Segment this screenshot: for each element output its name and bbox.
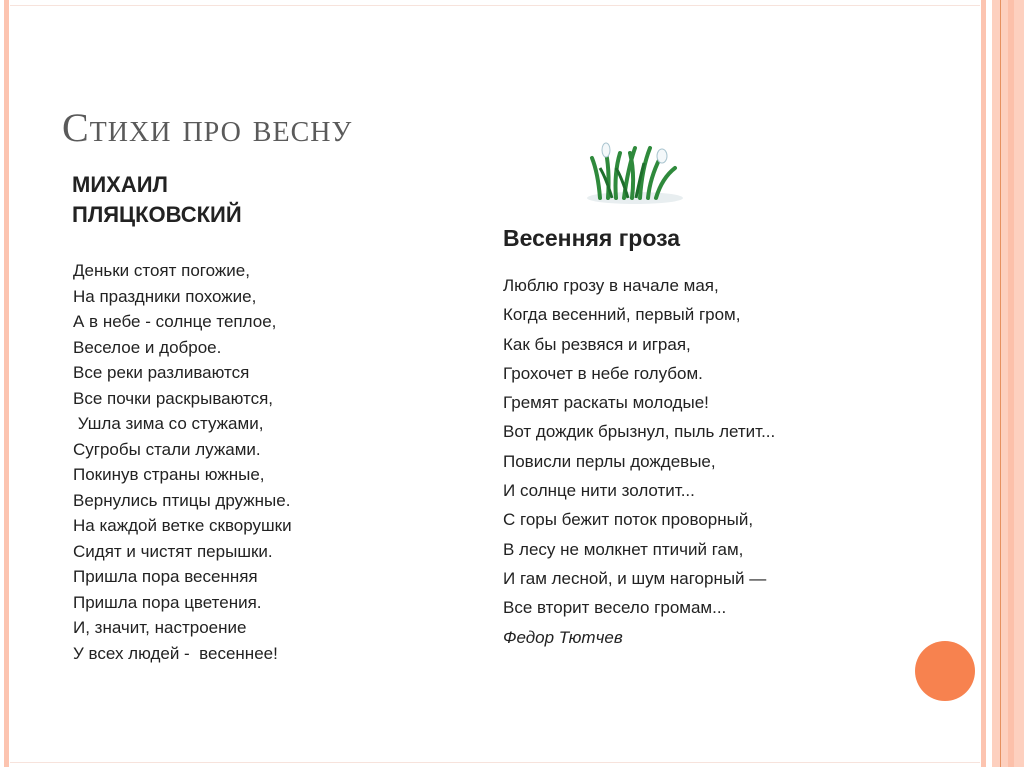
poem-line: Повисли перлы дождевые, <box>503 451 716 471</box>
poem-line: В лесу не молкнет птичий гам, <box>503 539 744 559</box>
poem-line: И солнце нити золотит... <box>503 481 695 501</box>
poem-line: Пришла пора весенняя <box>73 567 258 586</box>
slide-title: Стихи про весну <box>62 105 353 150</box>
poem-line: А в небе - солнце теплое, <box>73 312 277 331</box>
decorative-circle <box>915 641 975 701</box>
poem-line: Веселое и доброе. <box>73 337 222 357</box>
poem-line: На праздники похожие, <box>73 286 257 306</box>
poem-line: Когда весенний, первый гром, <box>503 305 741 325</box>
poem-line: Ушла зима со стужами, <box>73 414 264 433</box>
left-poem <box>73 258 292 666</box>
poem-signature: Федор Тютчев <box>503 627 623 647</box>
right-border-line <box>1000 0 1001 767</box>
poem-line: Грохочет в небе голубом. <box>503 363 703 383</box>
poem-line: Люблю грозу в начале мая, <box>503 276 719 295</box>
poem-line: Пришла пора цветения. <box>73 592 262 612</box>
right-poem-title: Весенняя гроза <box>503 225 680 251</box>
poem-line: У всех людей - весеннее! <box>73 643 278 663</box>
frame-bottom-line <box>10 762 980 763</box>
poem-line: Все почки раскрываются, <box>73 388 274 408</box>
poem-line: Как бы резвяся и играя, <box>503 334 691 354</box>
poem-line: Сугробы стали лужами. <box>73 439 261 459</box>
poem-line: Деньки стоят погожие, <box>73 261 250 280</box>
poem-line: На каждой ветке скворушки <box>73 516 292 535</box>
right-poem <box>503 271 775 652</box>
right-border-stripe-thin <box>981 0 986 767</box>
poem-line: Вернулись птицы дружные. <box>73 490 291 510</box>
left-border-stripe <box>4 0 9 767</box>
right-border-stripe-light <box>1008 0 1014 767</box>
frame-top-line <box>10 5 980 6</box>
poem-line: Вот дождик брызнул, пыль летит... <box>503 422 776 442</box>
poem-line: И гам лесной, и шум нагорный — <box>503 568 767 588</box>
poem-line: Гремят раскаты молодые! <box>503 393 709 413</box>
poem-line: Все реки разливаются <box>73 363 250 382</box>
poem-line: Все вторит весело громам... <box>503 598 727 618</box>
snowdrop-plant-icon <box>580 118 690 208</box>
author-last-name: ПЛЯЦКОВСКИЙ <box>72 202 242 227</box>
poem-line: Сидят и чистят перышки. <box>73 541 273 561</box>
poem-line: С горы бежит поток проворный, <box>503 510 754 530</box>
poem-line: Покинув страны южные, <box>73 465 265 484</box>
poem-line: И, значит, настроение <box>73 618 247 637</box>
author-first-name: МИХАИЛ <box>72 172 168 197</box>
poem-author <box>72 170 242 230</box>
